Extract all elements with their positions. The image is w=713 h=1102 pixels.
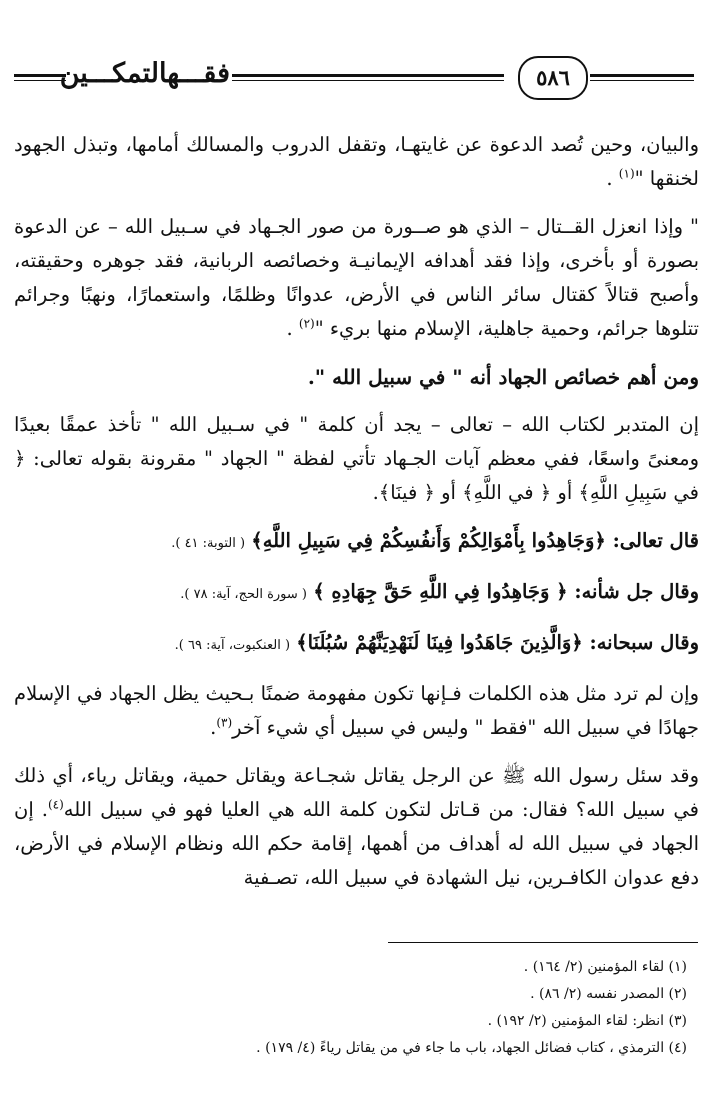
verse-reference: ( سورة الحج، آية: ٧٨ ). [180,587,307,602]
footnote-mark: (٣) [216,715,233,730]
footnote: (٢) المصدر نفسه (٢/ ٨٦) . [530,986,687,1002]
verse-quote: وقال سبحانه: ﴿وَالَّذِينَ جَاهَدُوا فِينَا لَنَهْدِيَنَّهُمْ سُبُلَنَا﴾ ( العنكبوت، آية: ٦٩ ). [174,631,699,654]
header-rule-left [14,74,66,81]
verse-reference: ( التوبة: ٤١ ). [171,536,246,551]
footnotes [14,954,687,1062]
footnote-mark: (١) [618,166,635,181]
verse-quote: وقال جل شأنه: ﴿ وَجَاهِدُوا فِي اللَّهِ حَقَّ جِهَادِهِ ﴾ ( سورة الحج، آية: ٧٨ ). [180,580,699,603]
footnote-mark: (٢) [298,316,315,331]
paragraph: " وإذا انعزل القــتال – الذي هو صــورة من صور الجـهاد في سـبيل الله – عن الدعوة بصورة أو بأخرى، وإذا فقد أهدافه الإيمانيـة وخصائصه الربانية، فقد جوهره وحقيقته، وأصبح قتالاً كقتال سائر الناس في الأرض، عدوانًا وظلمًا، واستعمارًا، ونهبًا وجرائم تتلوها جرائم، وحمية جاهلية، الإسلام منها بريء "$^{(٢)}$ . [14,215,699,340]
running-title: فقـــهالتمكـــين [59,58,230,89]
paragraph: والبيان، وحين تُصد الدعوة عن غايتهـا، وتقفل الدروب والمسالك أمامها، وتبذل الجهود لخنقها "$^{(١)}$ . [14,133,699,190]
footnote-separator [388,942,698,943]
paragraph: وقد سئل رسول الله ﷺ عن الرجل يقاتل شجـاعة ويقاتل حمية، ويقاتل رياء، أي ذلك في سبيل الله؟ فقال: من قـاتل لتكون كلمة الله هي العليا فهو في سبيل الله$^{(٤)}$. إن الجهاد في سبيل الله له أهداف من أهمها، إقامة حكم الله ونظام الإسلام في الأرض، دفع عدوان الكافـرين، نيل الشهادة في سبيل الله، تصـفية [14,764,699,889]
footnote: (٤) الترمذي ، كتاب فضائل الجهاد، باب ما جاء في من يقاتل رياءً (٤/ ١٧٩) . [256,1040,687,1056]
verse-quote: قال تعالى: ﴿وَجَاهِدُوا بِأَمْوَالِكُمْ وَأَنفُسِكُمْ فِي سَبِيلِ اللَّهِ﴾ ( التوبة: ٤١ ). [171,529,699,552]
header-rule-middle [232,74,504,81]
footnote: (٣) انظر: لقاء المؤمنين (٢/ ١٩٢) . [487,1013,687,1029]
paragraph: إن المتدبر لكتاب الله – تعالى – يجد أن كلمة " في سـبيل الله " تأخذ عمقًا بعيدًا ومعنىً واسعًا، ففي معظم آيات الجـهاد تأتي لفظة " الجهاد " مقرونة بقوله تعالى: ﴿ في سَبِيلِ اللَّهِ﴾ أو ﴿ في اللَّهِ﴾ أو ﴿ فينَا﴾. [14,413,699,504]
page-number: ٥٨٦ [518,56,588,100]
page-header [0,50,713,110]
section-heading: ومن أهم خصائص الجهاد أنه " في سبيل الله ". [307,365,699,389]
footnote-mark: (٤) [47,797,64,812]
header-rule-right [590,74,694,81]
main-text [14,128,699,909]
paragraph: وإن لم ترد مثل هذه الكلمات فـإنها تكون مفهومة ضمنًا بـحيث يظل الجهاد في الإسلام جهادًا في سبيل الله "فقط " وليس في سبيل أي شيء آخر$^{(٣)}$. [14,682,699,739]
footnote: (١) لقاء المؤمنين (٢/ ١٦٤) . [523,959,687,975]
verse-reference: ( العنكبوت، آية: ٦٩ ). [174,638,291,653]
